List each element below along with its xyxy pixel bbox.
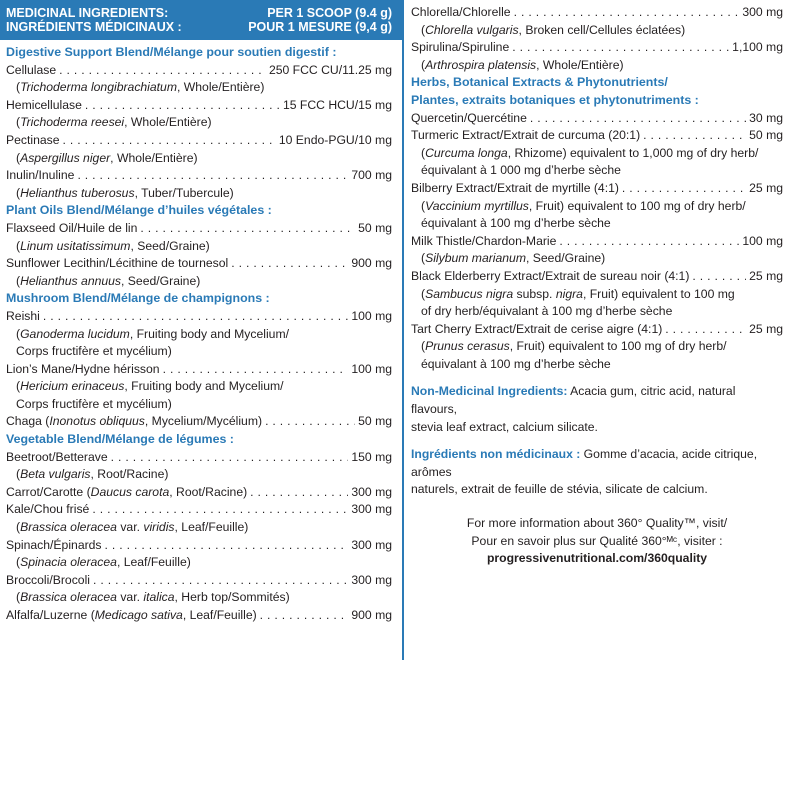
ingredient-amount: 25 mg bbox=[749, 180, 783, 195]
ingredient-name: Spirulina/Spiruline bbox=[411, 40, 510, 55]
section-title-herbs-fr: Plantes, extraits botaniques et phytonutriments : bbox=[411, 92, 699, 107]
ingredient-source: (Vaccinium myrtillus, Fruit) equivalent to 100 mg of dry herb/ bbox=[421, 198, 746, 213]
ingredient-row-lions-mane bbox=[6, 361, 392, 379]
source-part: , Leaf/Feuille) bbox=[174, 520, 249, 535]
source-part: , Fruit) equivalent to 100 mg of dry herb/ bbox=[528, 198, 746, 213]
left-column bbox=[0, 0, 402, 625]
source-part: , Fruiting body and Mycelium/ bbox=[129, 326, 289, 341]
ingredient-amount: 100 mg bbox=[351, 308, 392, 323]
latin-name: Hericium erinaceus bbox=[20, 379, 125, 394]
ingredient-name: Inulin/Inuline bbox=[6, 168, 75, 183]
spacer bbox=[411, 373, 783, 383]
ingredient-row-reishi bbox=[6, 308, 392, 326]
ingredient-amount: 300 mg bbox=[742, 5, 783, 19]
ingredient-name: Cellulase bbox=[6, 62, 57, 77]
non-medicinal-fr bbox=[411, 446, 783, 499]
ingredient-row-chaga bbox=[6, 413, 392, 431]
leader-dots bbox=[111, 449, 349, 467]
source-part: , Fruit) equivalent to 100 mg bbox=[582, 286, 735, 301]
leader-dots bbox=[231, 255, 348, 273]
latin-name: Trichoderma longibrachiatum bbox=[20, 80, 177, 95]
ingredient-row-carrot bbox=[6, 484, 392, 502]
ingredient-row-quercetin bbox=[411, 110, 783, 128]
ingredient-row-pectinase bbox=[6, 132, 392, 150]
source-part: , Seed/Graine) bbox=[525, 251, 606, 266]
header-title-fr: INGRÉDIENTS MÉDICINAUX : bbox=[6, 20, 182, 34]
ingredient-amount: 50 mg bbox=[358, 220, 392, 235]
ingredient-name: Reishi bbox=[6, 308, 40, 323]
ingredient-amount: 900 mg bbox=[351, 256, 392, 271]
ingredient-source: (Prunus cerasus, Fruit) equivalent to 100 mg of dry herb/ bbox=[421, 339, 727, 354]
ingredient-row-hemicellulase bbox=[6, 97, 392, 115]
ingredient-row-chlorella bbox=[411, 4, 783, 22]
leader-dots bbox=[92, 501, 348, 519]
leader-dots bbox=[63, 132, 276, 150]
leader-dots bbox=[530, 110, 746, 128]
leader-dots bbox=[512, 39, 729, 57]
ingredient-name: Black Elderberry Extract/Extrait de sureau noir (4:1) bbox=[411, 268, 690, 283]
leader-dots bbox=[250, 484, 348, 502]
latin-name: Beta vulgaris bbox=[20, 467, 91, 482]
ingredient-source-cont: Corps fructifère et mycélium) bbox=[16, 344, 172, 359]
ingredient-name: Pectinase bbox=[6, 132, 60, 147]
ingredient-name: Bilberry Extract/Extrait de myrtille (4:1) bbox=[411, 180, 619, 195]
ingredient-source: (Linum usitatissimum, Seed/Graine) bbox=[16, 238, 210, 253]
right-column bbox=[411, 0, 783, 568]
non-medicinal-label-fr: Ingrédients non médicinaux : bbox=[411, 447, 581, 462]
latin-name: Daucus carota bbox=[90, 484, 170, 499]
ingredient-amount: 300 mg bbox=[351, 537, 392, 552]
header-serving-en: PER 1 SCOOP (9.4 g) bbox=[267, 6, 392, 20]
more-info-en: For more information about 360° Quality™, visit/ bbox=[466, 516, 728, 531]
leader-dots bbox=[514, 4, 740, 22]
leader-dots bbox=[692, 268, 746, 286]
ingredient-name: Hemicellulase bbox=[6, 97, 82, 112]
ingredient-source: (Curcuma longa, Rhizome) equivalent to 1,000 mg of dry herb/ bbox=[421, 145, 759, 160]
non-medicinal-text-en: Acacia gum, citric acid, natural flavours, bbox=[411, 384, 736, 417]
source-part: , Mycelium/Mycélium) bbox=[144, 414, 263, 429]
ingredient-source: (Spinacia oleracea, Leaf/Feuille) bbox=[16, 555, 191, 570]
header-left bbox=[6, 6, 182, 34]
leader-dots bbox=[622, 180, 746, 198]
ingredient-name bbox=[6, 607, 257, 625]
section-title-herbs-en: Herbs, Botanical Extracts & Phytonutrients/ bbox=[411, 75, 668, 90]
leader-dots bbox=[265, 413, 355, 431]
ingredient-source: (Arthrospira platensis, Whole/Entière) bbox=[421, 57, 624, 72]
ingredient-source: (Silybum marianum, Seed/Graine) bbox=[421, 251, 606, 266]
more-info-url-link[interactable]: progressivenutritional.com/360quality bbox=[486, 551, 708, 566]
ingredient-source: (Trichoderma longibrachiatum, Whole/Entière) bbox=[16, 80, 265, 95]
ingredient-name: Quercetin/Quercétine bbox=[411, 110, 527, 125]
ingredient-name: Beetroot/Betterave bbox=[6, 449, 108, 464]
latin-name: Aspergillus niger bbox=[20, 150, 111, 165]
leader-dots bbox=[665, 321, 746, 339]
ingredient-row-tart-cherry bbox=[411, 321, 783, 339]
ingredient-row-turmeric bbox=[411, 127, 783, 145]
spacer bbox=[411, 436, 783, 446]
ingredient-amount: 1,100 mg bbox=[732, 40, 783, 55]
ingredient-amount: 250 FCC CU/11.25 mg bbox=[268, 62, 392, 77]
ingredient-source-cont: équivalant à 100 mg d’herbe sèche bbox=[421, 216, 611, 231]
ingredient-row-lecithin bbox=[6, 255, 392, 273]
section-title-mushroom: Mushroom Blend/Mélange de champignons : bbox=[6, 291, 270, 306]
ingredient-row-flaxseed bbox=[6, 220, 392, 238]
leader-dots bbox=[85, 97, 280, 115]
header-right bbox=[248, 6, 392, 34]
variety-name: italica bbox=[143, 590, 175, 605]
ingredient-source: (Helianthus tuberosus, Tuber/Tubercule) bbox=[16, 185, 234, 200]
leader-dots bbox=[643, 127, 746, 145]
ingredient-name: Broccoli/Brocoli bbox=[6, 572, 90, 587]
ingredient-row-kale bbox=[6, 501, 392, 519]
left-ingredient-list bbox=[0, 40, 402, 625]
ingredient-source: (Brassica oleracea var. viridis, Leaf/Feuille) bbox=[16, 520, 249, 535]
leader-dots bbox=[559, 233, 739, 251]
ingredient-source: (Beta vulgaris, Root/Racine) bbox=[16, 467, 169, 482]
name-part: Carrot/Carotte ( bbox=[6, 484, 91, 499]
ingredient-name: Flaxseed Oil/Huile de lin bbox=[6, 220, 138, 235]
source-part: , Root/Racine) bbox=[169, 484, 248, 499]
source-part: , Whole/Entière) bbox=[536, 57, 624, 72]
ingredient-name bbox=[6, 484, 247, 502]
source-part: , Whole/Entière) bbox=[124, 115, 212, 130]
latin-name: Medicago sativa bbox=[94, 608, 183, 622]
leader-dots bbox=[140, 220, 355, 238]
ingredient-row-milk-thistle bbox=[411, 233, 783, 251]
ingredient-amount: 50 mg bbox=[749, 128, 783, 143]
ingredient-amount: 25 mg bbox=[749, 268, 783, 283]
latin-name: Vaccinium myrtillus bbox=[425, 198, 529, 213]
right-ingredient-list bbox=[411, 0, 783, 568]
latin-name: Silybum marianum bbox=[425, 251, 526, 266]
latin-name: Sambucus nigra bbox=[425, 286, 514, 301]
ingredient-amount: 50 mg bbox=[358, 414, 392, 429]
latin-name: Linum usitatissimum bbox=[20, 238, 131, 253]
ingredient-row-bilberry bbox=[411, 180, 783, 198]
ingredient-source-cont: équivalant à 1 000 mg d’herbe sèche bbox=[421, 163, 621, 178]
ingredient-amount: 150 mg bbox=[351, 449, 392, 464]
ingredient-source-cont: Corps fructifère et mycélium) bbox=[16, 396, 172, 411]
variety-name: nigra bbox=[555, 286, 583, 301]
ingredient-name bbox=[6, 413, 262, 431]
variety-name: viridis bbox=[143, 520, 175, 535]
variety-label: var. bbox=[116, 590, 144, 605]
ingredient-source: (Brassica oleracea var. italica, Herb top/Sommités) bbox=[16, 590, 290, 605]
ingredient-name: Lion’s Mane/Hydne hérisson bbox=[6, 361, 160, 376]
ingredient-name: Tart Cherry Extract/Extrait de cerise aigre (4:1) bbox=[411, 321, 663, 336]
ingredient-source: (Helianthus annuus, Seed/Graine) bbox=[16, 273, 201, 288]
leader-dots bbox=[105, 537, 349, 555]
source-part: , Herb top/Sommités) bbox=[174, 590, 290, 605]
ingredient-amount: 700 mg bbox=[351, 168, 392, 183]
latin-name: Helianthus tuberosus bbox=[20, 185, 135, 200]
non-medicinal-label-en: Non-Medicinal Ingredients: bbox=[411, 384, 568, 399]
ingredient-row-inulin bbox=[6, 167, 392, 185]
ingredient-source-cont: of dry herb/équivalant à 100 mg d’herbe sèche bbox=[421, 304, 673, 319]
ingredient-row-elderberry bbox=[411, 268, 783, 286]
leader-dots bbox=[260, 607, 349, 625]
leader-dots bbox=[43, 308, 348, 326]
leader-dots bbox=[93, 572, 348, 590]
ingredient-amount: 15 FCC HCU/15 mg bbox=[282, 97, 392, 112]
latin-name: Brassica oleracea bbox=[20, 590, 117, 605]
latin-name: Brassica oleracea bbox=[20, 520, 117, 535]
ingredient-row-spinach bbox=[6, 537, 392, 555]
source-part: , Tuber/Tubercule) bbox=[134, 185, 234, 200]
source-part: , Broken cell/Cellules éclatées) bbox=[518, 22, 686, 37]
column-divider bbox=[402, 0, 404, 660]
source-part: , Root/Racine) bbox=[90, 467, 169, 482]
non-medicinal-text-fr: Gomme d’acacia, acide citrique, arômes bbox=[411, 447, 758, 479]
ingredient-source: (Aspergillus niger, Whole/Entière) bbox=[16, 150, 198, 165]
ingredient-name: Spinach/Épinards bbox=[6, 537, 102, 552]
non-medicinal-text-en-cont: stevia leaf extract, calcium silicate. bbox=[411, 419, 598, 434]
latin-name: Trichoderma reesei bbox=[20, 115, 125, 130]
leader-dots bbox=[77, 167, 348, 185]
ingredient-row-spirulina bbox=[411, 39, 783, 57]
ingredient-amount: 300 mg bbox=[351, 572, 392, 587]
more-info bbox=[411, 515, 783, 568]
source-part: , Whole/Entière) bbox=[110, 150, 198, 165]
section-title-digestive: Digestive Support Blend/Mélange pour soutien digestif : bbox=[6, 45, 337, 59]
ingredient-row-beetroot bbox=[6, 449, 392, 467]
header-serving-fr: POUR 1 MESURE (9,4 g) bbox=[248, 20, 392, 34]
header-title-en: MEDICINAL INGREDIENTS: bbox=[6, 6, 169, 20]
latin-name: Arthrospira platensis bbox=[425, 57, 537, 72]
source-part: , Leaf/Feuille) bbox=[182, 608, 257, 622]
source-part: , Rhizome) equivalent to 1,000 mg of dry herb/ bbox=[507, 145, 759, 160]
ingredient-source: (Ganoderma lucidum, Fruiting body and Mycelium/ bbox=[16, 326, 289, 341]
more-info-fr: Pour en savoir plus sur Qualité 360°ᴹᶜ, visiter : bbox=[471, 533, 723, 548]
non-medicinal-text-fr-cont: naturels, extrait de feuille de stévia, silicate de calcium. bbox=[411, 482, 708, 497]
ingredient-amount: 30 mg bbox=[749, 110, 783, 125]
variety-label: var. bbox=[116, 520, 144, 535]
latin-name: Helianthus annuus bbox=[20, 273, 122, 288]
latin-name: Spinacia oleracea bbox=[20, 555, 117, 570]
ingredient-source: (Sambucus nigra subsp. nigra, Fruit) equivalent to 100 mg bbox=[421, 286, 735, 301]
source-part: , Seed/Graine) bbox=[130, 238, 210, 253]
latin-name: Curcuma longa bbox=[425, 145, 508, 160]
ingredient-name: Milk Thistle/Chardon-Marie bbox=[411, 233, 557, 248]
latin-name: Ganoderma lucidum bbox=[20, 326, 130, 341]
source-part: , Whole/Entière) bbox=[177, 80, 265, 95]
leader-dots bbox=[163, 361, 349, 379]
name-part: Chaga ( bbox=[6, 414, 50, 429]
ingredient-row-alfalfa bbox=[6, 607, 392, 625]
ingredient-amount: 100 mg bbox=[351, 361, 392, 376]
source-part: , Fruiting body and Mycelium/ bbox=[124, 379, 284, 394]
section-title-oils: Plant Oils Blend/Mélange d’huiles végétales : bbox=[6, 203, 272, 218]
ingredient-amount: 10 Endo-PGU/10 mg bbox=[278, 132, 392, 147]
latin-name: Chlorella vulgaris bbox=[425, 22, 519, 37]
ingredient-name: Kale/Chou frisé bbox=[6, 502, 90, 517]
non-medicinal-en bbox=[411, 383, 783, 436]
ingredient-name: Sunflower Lecithin/Lécithine de tournesol bbox=[6, 256, 229, 271]
name-part: Alfalfa/Luzerne ( bbox=[6, 608, 95, 622]
ingredient-row-cellulase bbox=[6, 62, 392, 80]
latin-name: Inonotus obliquus bbox=[49, 414, 145, 429]
variety-label: subsp. bbox=[513, 286, 556, 301]
ingredient-amount: 300 mg bbox=[351, 502, 392, 517]
section-title-vegetable: Vegetable Blend/Mélange de légumes : bbox=[6, 432, 234, 447]
ingredient-amount: 900 mg bbox=[351, 608, 392, 622]
ingredient-source: (Trichoderma reesei, Whole/Entière) bbox=[16, 115, 212, 130]
ingredients-header bbox=[0, 0, 402, 40]
ingredient-source: (Chlorella vulgaris, Broken cell/Cellules éclatées) bbox=[421, 22, 686, 37]
latin-name: Prunus cerasus bbox=[425, 339, 510, 354]
ingredient-amount: 100 mg bbox=[742, 233, 783, 248]
leader-dots bbox=[59, 62, 266, 80]
ingredient-row-broccoli bbox=[6, 572, 392, 590]
source-part: , Leaf/Feuille) bbox=[116, 555, 191, 570]
ingredient-name: Turmeric Extract/Extrait de curcuma (20:1) bbox=[411, 128, 641, 143]
ingredient-name: Chlorella/Chlorelle bbox=[411, 5, 511, 19]
ingredient-amount: 25 mg bbox=[749, 321, 783, 336]
ingredient-amount: 300 mg bbox=[351, 484, 392, 499]
ingredient-source: (Hericium erinaceus, Fruiting body and Mycelium/ bbox=[16, 379, 284, 394]
source-part: , Fruit) equivalent to 100 mg of dry herb/ bbox=[509, 339, 727, 354]
ingredient-source-cont: équivalant à 100 mg d’herbe sèche bbox=[421, 356, 611, 371]
source-part: , Seed/Graine) bbox=[121, 273, 201, 288]
